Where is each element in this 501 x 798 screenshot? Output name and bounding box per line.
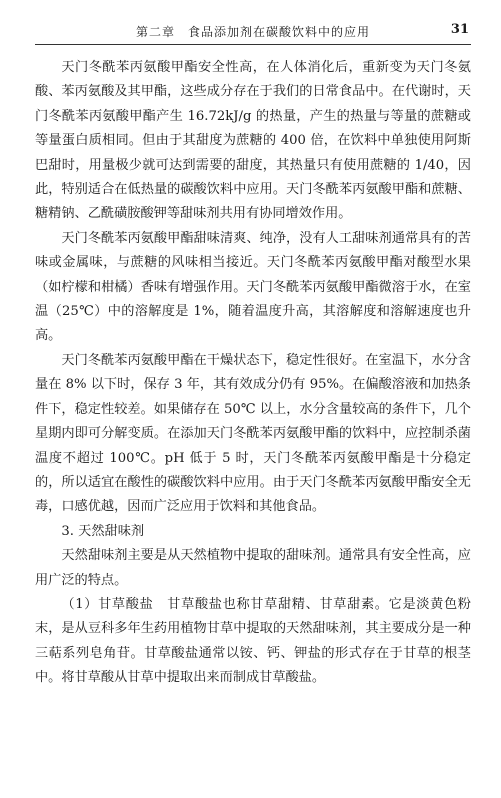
paragraph: 天然甜味剂主要是从天然植物中提取的甜味剂。通常具有安全性高，应用广泛的特点。 bbox=[35, 548, 471, 588]
running-header bbox=[35, 20, 471, 45]
body-text bbox=[35, 56, 471, 691]
page-number: 31 bbox=[450, 22, 469, 37]
paragraph: 天门冬酰苯丙氨酸甲酯甜味清爽、纯净，没有人工甜味剂通常具有的苦味或金属味，与蔗糖的风味相当接近。天门冬酰苯丙氨酸甲酯对酸型水果（如柠檬和柑橘）香味有增强作用。天门冬酰苯丙氨酸甲酯微溶于水，在室温（25℃）中的溶解度是 1%，随着温度升高，其溶解度和溶解速度也升高。 bbox=[35, 230, 471, 344]
paragraph: 天门冬酰苯丙氨酸甲酯在干燥状态下，稳定性很好。在室温下，水分含量在 8% 以下时，保存 3 年，其有效成分仍有 95%。在偏酸溶液和加热条件下，稳定性较差。如果储存在 50℃ 以上，水分含量较高的条件下，几个星期内即可分解变质。在添加天门冬酰苯丙氨酸甲酯的饮料中，应控制杀菌温度不超过 100℃。pH 低于 5 时，天门冬酰苯丙氨酸甲酯是十分稳定的，所以适宜在酸性的碳酸饮料中应用。由于天门冬酰苯丙氨酸甲酯安全无毒，口感优越，因而广泛应用于饮料和其他食品。 bbox=[35, 352, 471, 515]
paragraph: （1）甘草酸盐 甘草酸盐也称甘草甜精、甘草甜素。它是淡黄色粉末，是从豆科多年生药用植物甘草中提取的天然甜味剂，其主要成分是一种三萜系列皂角苷。甘草酸盐通常以铵、钙、钾盐的形式存在于甘草的根茎中。将甘草酸从甘草中提取出来而制成甘草酸盐。 bbox=[35, 596, 471, 686]
section-heading: 3. 天然甜味剂 bbox=[61, 523, 145, 539]
chapter-title: 第二章 食品添加剂在碳酸饮料中的应用 bbox=[135, 25, 370, 39]
paragraph: 天门冬酰苯丙氨酸甲酯安全性高，在人体消化后，重新变为天门冬氨酸、苯丙氨酸及其甲酯，这些成分存在于我们的日常食品中。在代谢时，天门冬酰苯丙氨酸甲酯产生 16.72kJ/g 的热量，产生的热量与等量的蔗糖或等量蛋白质相同。但由于其甜度为蔗糖的 400 倍，在饮料中单独使用阿斯巴甜时，用量极少就可达到需要的甜度，其热量只有使用蔗糖的 1/40，因此，特别适合在低热量的碳酸饮料中应用。天门冬酰苯丙氨酸甲酯和蔗糖、糖精钠、乙酰磺胺酸钾等甜味剂共用有协同增效作用。 bbox=[35, 60, 471, 222]
